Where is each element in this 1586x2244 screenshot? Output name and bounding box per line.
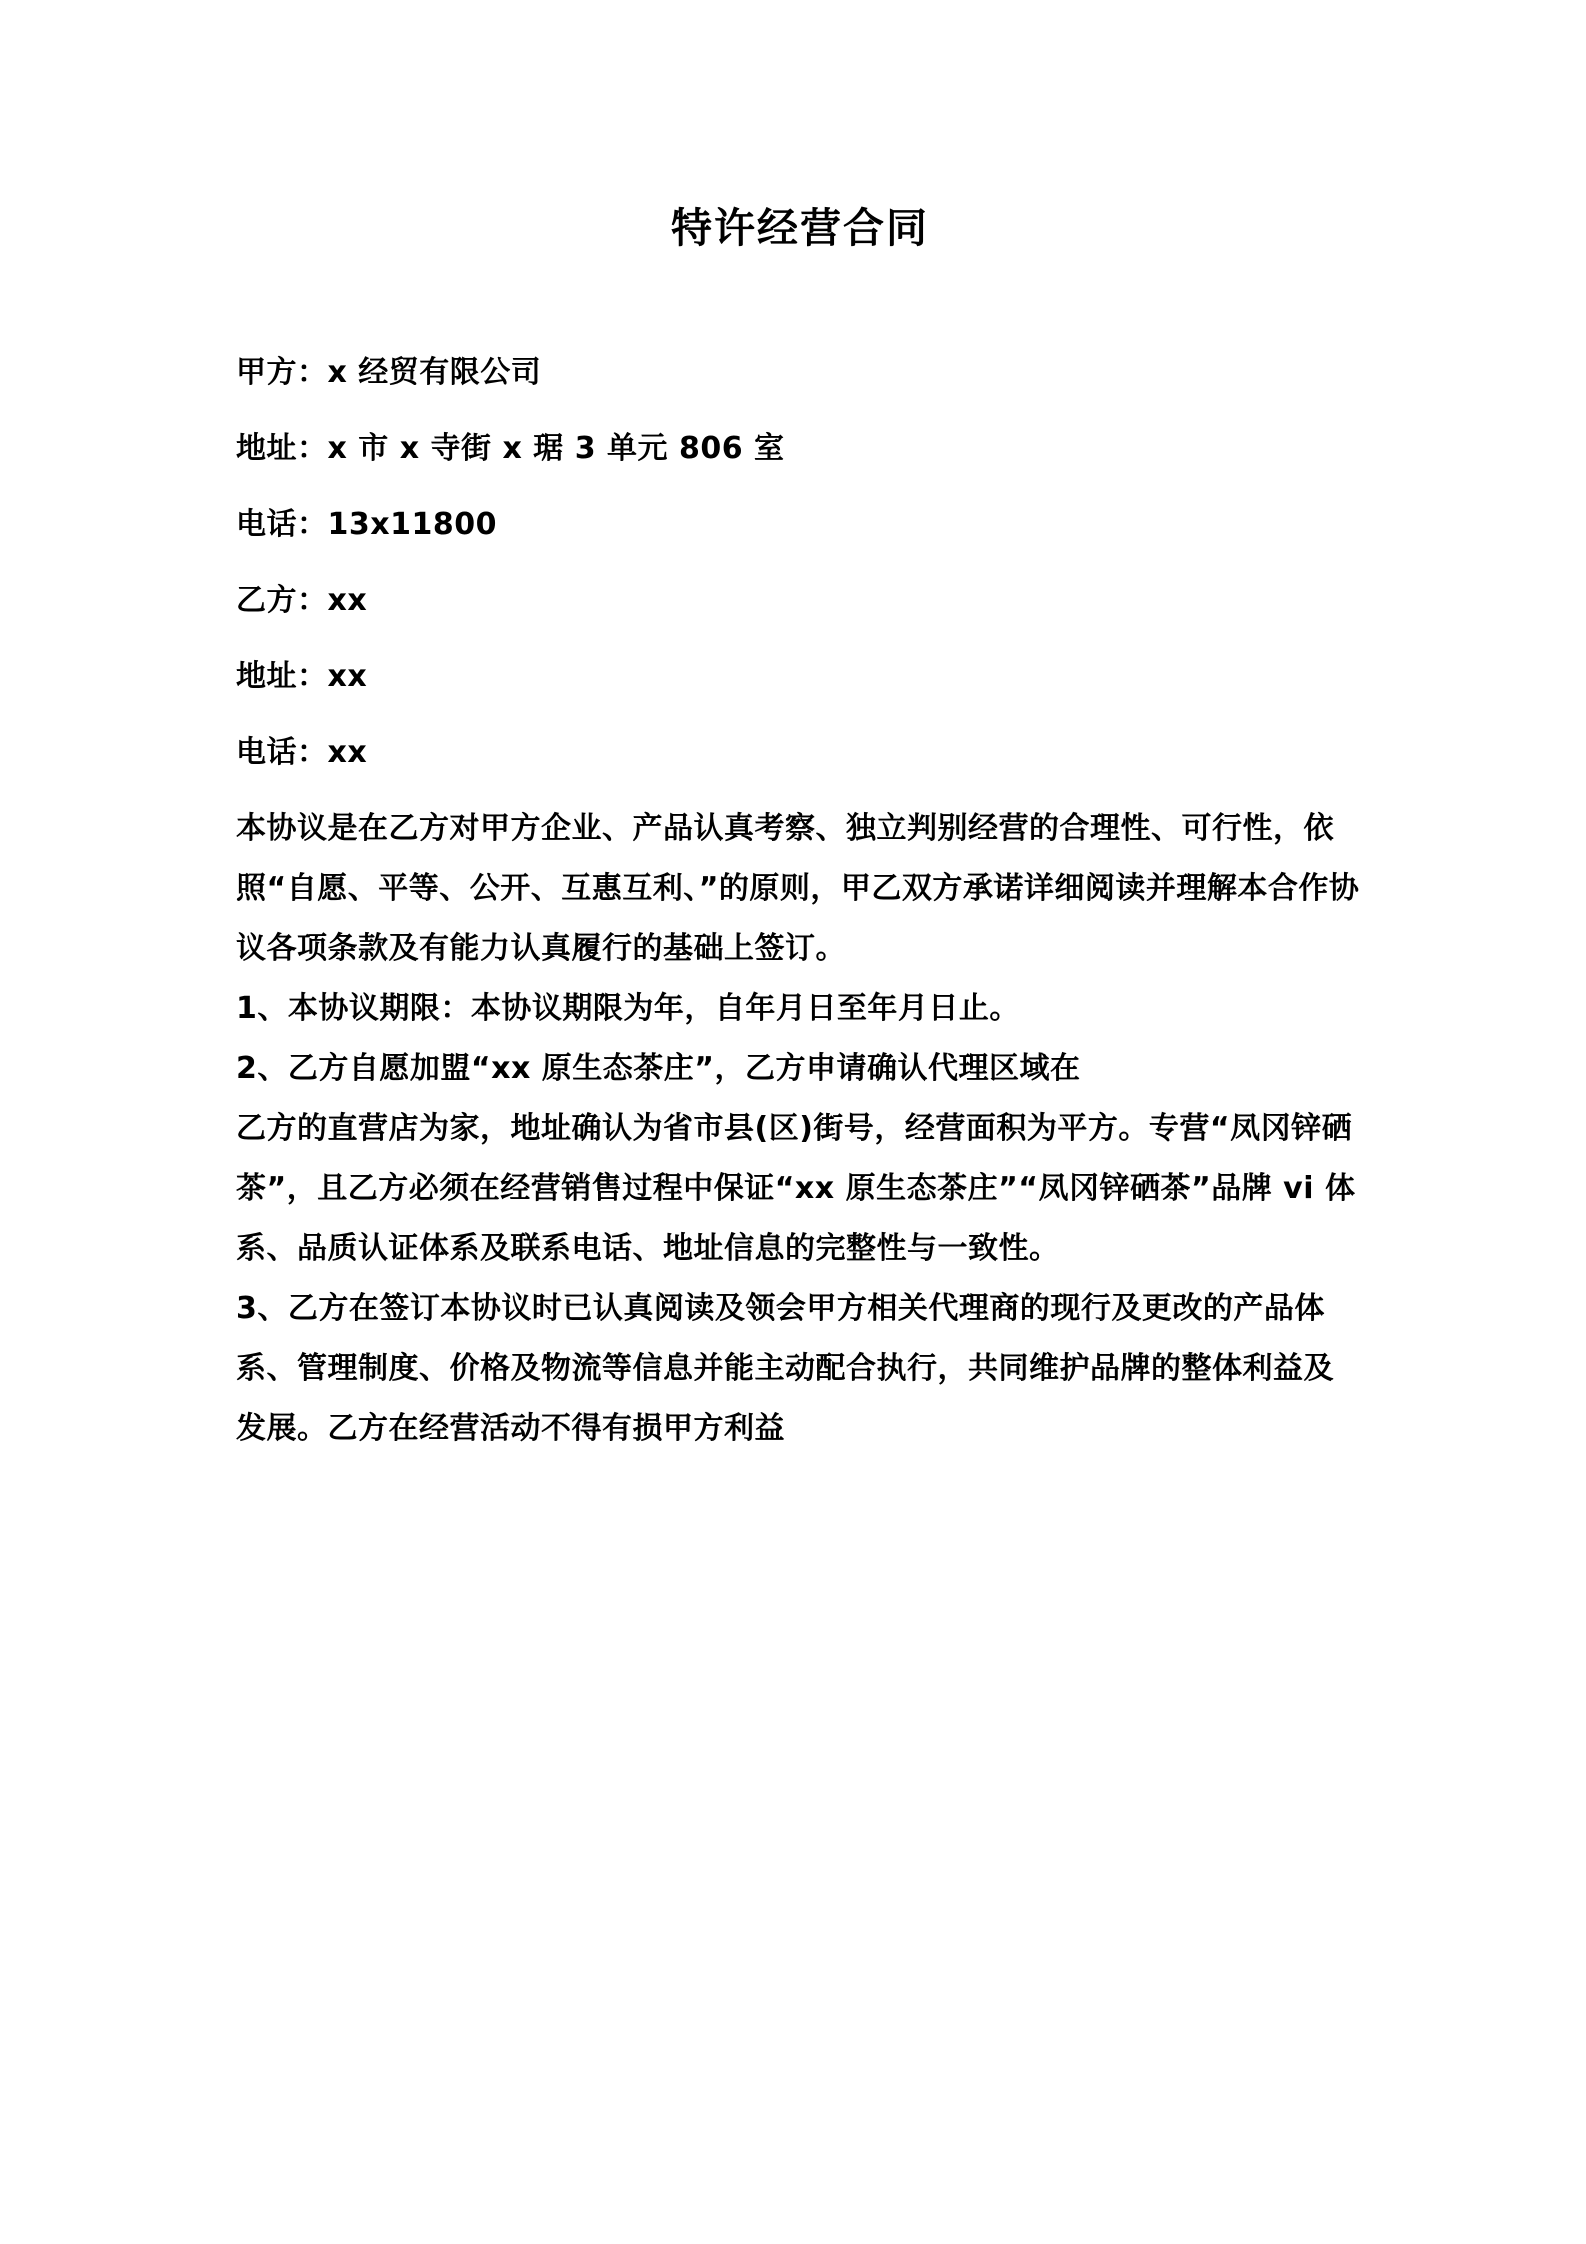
document-content xyxy=(236,0,1364,1459)
party-b-name: 乙方：xx xyxy=(236,583,368,619)
party-a-name: 甲方：x 经贸有限公司 xyxy=(236,355,542,391)
preamble-paragraph: 本协议是在乙方对甲方企业、产品认真考察、独立判别经营的合理性、可行性，依照“自愿、平等、公开、互惠互利、”的原则，甲乙双方承诺详细阅读并理解本合作协议各项条款及有能力认真履行的基础上签订。 xyxy=(236,811,1360,967)
party-a-address: 地址：x 市 x 寺街 x 琚 3 单元 806 室 xyxy=(236,431,785,467)
clause-2-body: 乙方的直营店为家，地址确认为省市县(区)街号，经营面积为平方。专营“凤冈锌硒茶”，且乙方必须在经营销售过程中保证“xx 原生态茶庄”“凤冈锌硒茶”品牌 vi 体系、品质认证体系及联系电话、地址信息的完整性与一致性。 xyxy=(236,1111,1356,1267)
party-info-block xyxy=(236,343,1364,783)
clause-1: 1、本协议期限：本协议期限为年，自年月日至年月日止。 xyxy=(236,991,1020,1027)
party-b-phone: 电话：xx xyxy=(236,735,368,771)
agreement-body xyxy=(236,799,1364,1459)
party-b-address: 地址：xx xyxy=(236,659,368,695)
clause-3: 3、乙方在签订本协议时已认真阅读及领会甲方相关代理商的现行及更改的产品体系、管理制度、价格及物流等信息并能主动配合执行，共同维护品牌的整体利益及发展。乙方在经营活动不得有损甲方利益 xyxy=(236,1291,1334,1447)
page-title: 特许经营合同 xyxy=(671,204,929,252)
clause-2-intro: 2、乙方自愿加盟“xx 原生态茶庄”，乙方申请确认代理区域在 xyxy=(236,1051,1081,1087)
party-a-phone: 电话：13x11800 xyxy=(236,507,497,543)
